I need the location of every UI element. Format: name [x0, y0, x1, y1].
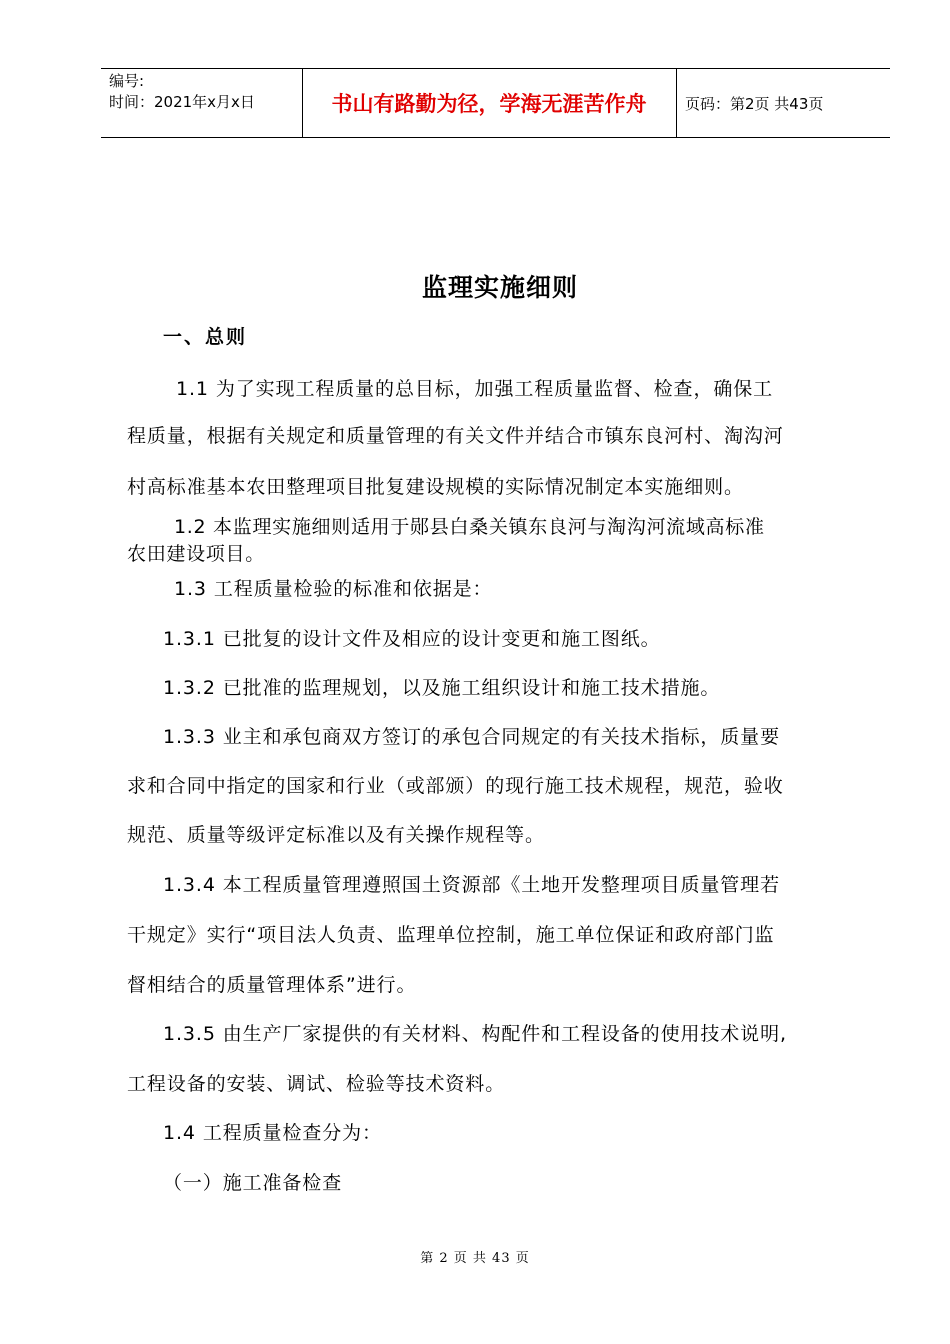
page-footer: 第 2 页 共 43 页 [420, 1251, 530, 1266]
paragraph-line: 求和合同中指定的国家和行业（或部颁）的现行施工技术规程，规范，验收 [127, 775, 784, 797]
paragraph-line: 1.3.3 业主和承包商双方签订的承包合同规定的有关技术指标，质量要 [163, 726, 780, 748]
paragraph-line: 督相结合的质量管理体系”进行。 [127, 974, 417, 996]
header-motto: 书山有路勤为径，学海无涯苦作舟 [331, 92, 647, 116]
document-title: 监理实施细则 [421, 273, 578, 302]
paragraph-line: 规范、质量等级评定标准以及有关操作规程等。 [127, 824, 545, 846]
header-divider [676, 69, 677, 137]
paragraph-line: 1.4 工程质量检查分为： [163, 1122, 382, 1144]
header-meta [109, 71, 255, 113]
paragraph-line: 1.1 为了实现工程质量的总目标，加强工程质量监督、检查，确保工 [176, 378, 774, 400]
paragraph-line: 程质量，根据有关规定和质量管理的有关文件并结合市镇东良河村、淘沟河 [127, 425, 784, 447]
paragraph-line: 1.3.4 本工程质量管理遵照国土资源部《土地开发整理项目质量管理若 [163, 874, 780, 896]
section-heading: 一、总则 [163, 326, 248, 348]
paragraph-line: （一）施工准备检查 [163, 1172, 343, 1194]
paragraph-line: 工程设备的安装、调试、检验等技术资料。 [127, 1073, 506, 1095]
paragraph-line: 1.3 工程质量检验的标准和依据是： [174, 578, 493, 600]
paragraph-line: 1.3.1 已批复的设计文件及相应的设计变更和施工图纸。 [163, 628, 661, 650]
paragraph-line: 1.3.2 已批准的监理规划，以及施工组织设计和施工技术措施。 [163, 677, 721, 699]
date-label: 时间：2021年x月x日 [109, 93, 255, 111]
paragraph-line: 村高标准基本农田整理项目批复建设规模的实际情况制定本实施细则。 [127, 476, 744, 498]
paragraph-line: 干规定》实行“项目法人负责、监理单位控制，施工单位保证和政府部门监 [127, 924, 775, 946]
paragraph-line: 1.2 本监理实施细则适用于郧县白桑关镇东良河与淘沟河流域高标准 [174, 516, 765, 538]
paragraph-line: 1.3.5 由生产厂家提供的有关材料、构配件和工程设备的使用技术说明, [163, 1023, 787, 1045]
paragraph-line: 农田建设项目。 [127, 543, 265, 565]
page-number-label: 页码：第2页 共43页 [685, 95, 824, 113]
code-label: 编号: [109, 72, 145, 90]
page-header [101, 68, 890, 138]
